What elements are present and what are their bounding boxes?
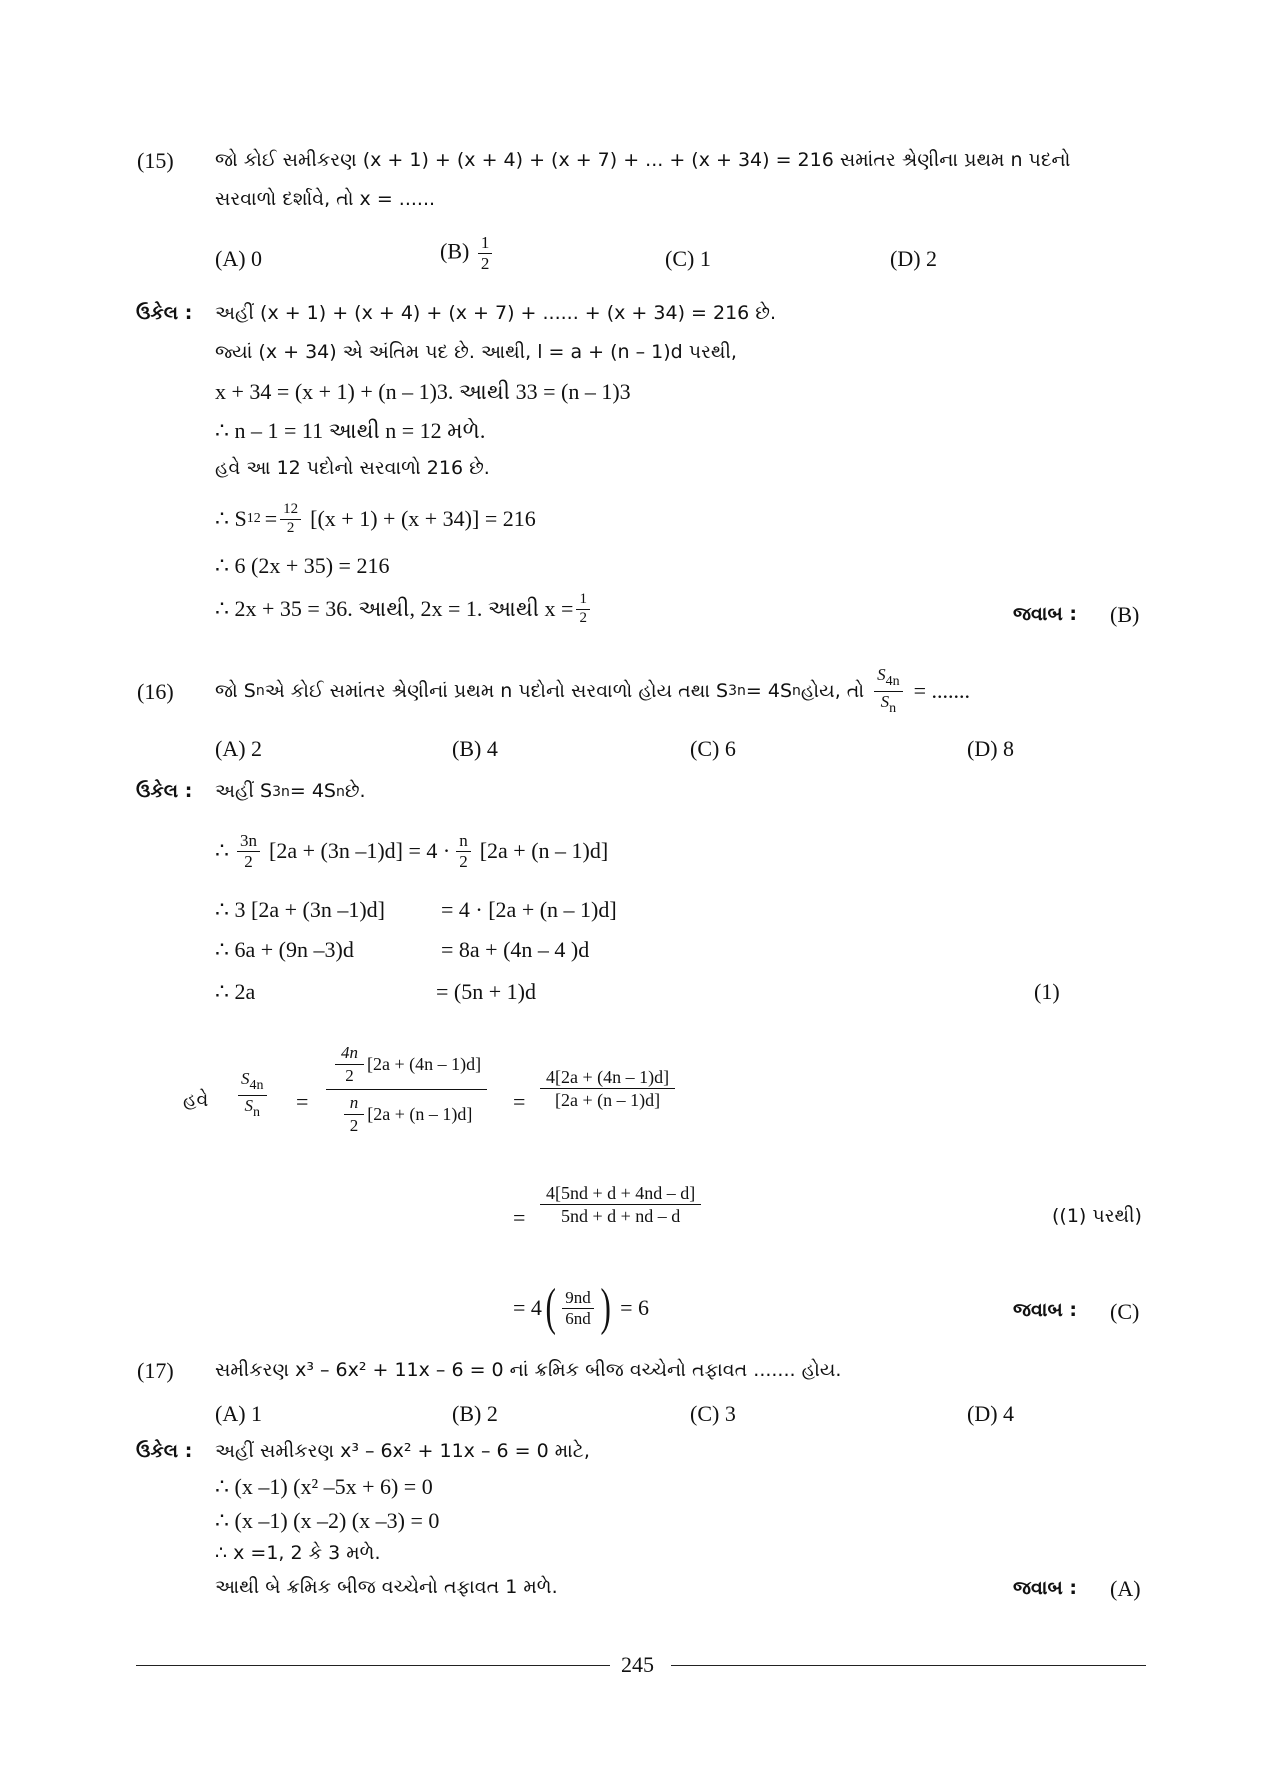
q17-answer: (A) — [1110, 1576, 1141, 1601]
expression: [(x + 1) + (x + 34)] = 216 — [310, 506, 536, 532]
q16-question-fraction: $\frac{S_{4n}}{S_n}$ — [874, 666, 903, 716]
q15-answer: (B) — [1110, 602, 1140, 627]
q15-solution-line4: ∴ n – 1 = 11 આથી n = 12 મળે. — [215, 418, 486, 443]
subscript: n — [792, 683, 801, 700]
q17-solution-line2: ∴ (x –1) (x² –5x + 6) = 0 — [215, 1474, 433, 1499]
q16-answer-label: જવાબ : — [1013, 1299, 1077, 1321]
q16-result-fraction-1: $\frac{4[2a + (4n - 1)d]}{[2a + (n - 1)d]}$ — [540, 1066, 675, 1111]
subscript: n — [255, 683, 265, 700]
q17-text: સમીકરણ x³ – 6x² + 11x – 6 = 0 નાં ક્રમિક બીજ વચ્ચેનો તફાવત ....... હોય. — [215, 1359, 842, 1381]
q15-solution-line2: જ્યાં (x + 34) એ અંતિમ પદ છે. આથી, l = a + (n – 1)d પરથી, — [215, 341, 737, 363]
q16-equation-tag: (1) — [1034, 979, 1060, 1004]
text: છે. — [344, 780, 366, 802]
fraction: $\frac{1}{2}$ — [576, 592, 590, 627]
text: અહીં S — [215, 780, 273, 802]
q17-solution-line4: ∴ x =1, 2 કે 3 મળે. — [215, 1542, 381, 1564]
fraction: $\frac{12}{2}$ — [280, 502, 301, 537]
bracket: [2a + (n – 1)d] — [367, 1104, 473, 1125]
q17-option-b: (B) 2 — [452, 1401, 498, 1426]
fraction: $\frac{9nd}{6nd}$ — [562, 1289, 594, 1328]
q16-text — [215, 666, 970, 716]
q17-option-d: (D) 4 — [967, 1401, 1015, 1426]
text: = 4S — [745, 679, 792, 702]
fraction: $\frac{3n}{2}$ — [237, 832, 260, 871]
subscript: 3n — [272, 783, 290, 800]
q16-number: (16) — [137, 679, 174, 704]
expression: [2a + (n – 1)d] — [479, 838, 609, 864]
q16-solution-line2 — [215, 832, 608, 871]
text: = 6 — [620, 1295, 649, 1320]
footer-rule-right — [671, 1665, 1146, 1666]
q16-lhs-fraction — [235, 1070, 270, 1120]
subscript: 12 — [246, 511, 261, 527]
q16-result-fraction-2: $\frac{4[5nd + d + 4nd - d]}{5nd + d + nd - d}$ — [540, 1182, 701, 1227]
q16-solution-label: ઉકેલ : — [136, 780, 193, 802]
q16-solution-line3-left: ∴ 3 [2a + (3n –1)d] — [215, 897, 385, 922]
q15-solution-label: ઉકેલ : — [136, 302, 193, 324]
q16-equals-3: = — [513, 1205, 526, 1230]
compound-fraction: $\frac{4n}{2}$ [2a + (4n – 1)d] $\frac{n}{2}$ [2a + (n – 1)d] — [326, 1040, 487, 1138]
q15-option-c: (C) 1 — [665, 246, 711, 271]
q16-option-c: (C) 6 — [690, 736, 736, 761]
q15-option-a: (A) 0 — [215, 246, 263, 271]
q15-option-d: (D) 2 — [890, 246, 938, 271]
q15-option-b — [440, 234, 495, 273]
subscript: 3n — [728, 683, 746, 700]
text: હોય, તો — [800, 679, 865, 702]
q16-option-b: (B) 4 — [452, 736, 498, 761]
q16-option-a: (A) 2 — [215, 736, 263, 761]
expression: [2a + (3n –1)d] = 4 · — [269, 838, 451, 864]
q16-solution-line4-right: = 8a + (4n – 4 )d — [441, 937, 590, 962]
q16-solution-line4-left: ∴ 6a + (9n –3)d — [215, 937, 354, 962]
q15-solution-line3: x + 34 = (x + 1) + (n – 1)3. આથી 33 = (n – 1)3 — [215, 379, 631, 404]
q15-solution-line6 — [215, 502, 536, 537]
q16-compound-fraction — [326, 1040, 487, 1138]
q17-solution-line3: ∴ (x –1) (x –2) (x –3) = 0 — [215, 1508, 440, 1533]
q15-answer-label: જવાબ : — [1013, 603, 1077, 625]
q15-option-b-label: (B) — [440, 238, 470, 264]
text: જો S — [215, 679, 256, 702]
q17-solution-line1: અહીં સમીકરણ x³ – 6x² + 11x – 6 = 0 માટે, — [215, 1440, 590, 1462]
equals: = — [264, 506, 278, 532]
subscript: n — [335, 783, 345, 800]
q16-solution-line1 — [215, 782, 366, 801]
q15-number: (15) — [137, 148, 174, 173]
q16-from-1: ((1) પરથી) — [1052, 1205, 1142, 1227]
q17-answer-label: જવાબ : — [1013, 1577, 1077, 1599]
q17-option-c: (C) 3 — [690, 1401, 736, 1426]
q16-equals-2: = — [513, 1089, 526, 1114]
text: = 4S — [289, 780, 336, 802]
q16-equals-1: = — [296, 1089, 309, 1114]
text: = 4 — [513, 1295, 542, 1320]
q16-answer: (C) — [1110, 1299, 1140, 1324]
footer-rule-left — [136, 1665, 610, 1666]
lhs-fraction: $\frac{S_{4n}}{S_n}$ — [238, 1070, 267, 1120]
q15-option-b-fraction: $\frac{1}{2}$ — [478, 234, 493, 273]
q15-solution-line8 — [215, 592, 593, 627]
q16-result-3: = 4 ( $\frac{9nd}{6nd}$ ) = 6 — [513, 1279, 649, 1336]
q15-text-line1: જો કોઈ સમીકરણ (x + 1) + (x + 4) + (x + 7) + ... + (x + 34) = 216 સમાંતર શ્રેણીના પ્રથમ n પદનો — [215, 149, 1071, 171]
q16-solution-line5-right: = (5n + 1)d — [436, 979, 536, 1004]
q17-number: (17) — [137, 1358, 174, 1383]
q16-solution-line5-left: ∴ 2a — [215, 979, 256, 1004]
text: = ....... — [913, 678, 971, 704]
text: એ કોઈ સમાંતર શ્રેણીનાં પ્રથમ n પદોનો સરવાળો હોય તથા S — [264, 679, 729, 702]
bracket: [2a + (4n – 1)d] — [367, 1054, 482, 1075]
q15-solution-line7: ∴ 6 (2x + 35) = 216 — [215, 553, 390, 578]
q15-solution-line1: અહીં (x + 1) + (x + 4) + (x + 7) + ...... + (x + 34) = 216 છે. — [215, 302, 777, 324]
fraction: $\frac{n}{2}$ — [456, 832, 471, 871]
q17-option-a: (A) 1 — [215, 1401, 263, 1426]
page-number: 245 — [621, 1652, 654, 1677]
q16-option-d: (D) 8 — [967, 736, 1015, 761]
q16-solution-line3-right: = 4 · [2a + (n – 1)d] — [441, 897, 617, 922]
q15-solution-line5: હવે આ 12 પદોનો સરવાળો 216 છે. — [215, 457, 490, 479]
q17-solution-label: ઉકેલ : — [136, 1440, 193, 1462]
therefore: ∴ — [215, 838, 229, 864]
q16-have: હવે — [183, 1089, 209, 1111]
expression: ∴ 2x + 35 = 36. આથી, 2x = 1. આથી x = — [215, 596, 574, 622]
q15-text-line2: સરવાળો દર્શાવે, તો x = ...... — [215, 188, 436, 210]
sum-symbol: ∴ S — [215, 506, 247, 532]
q17-solution-line5: આથી બે ક્રમિક બીજ વચ્ચેનો તફાવત 1 મળે. — [215, 1576, 558, 1598]
